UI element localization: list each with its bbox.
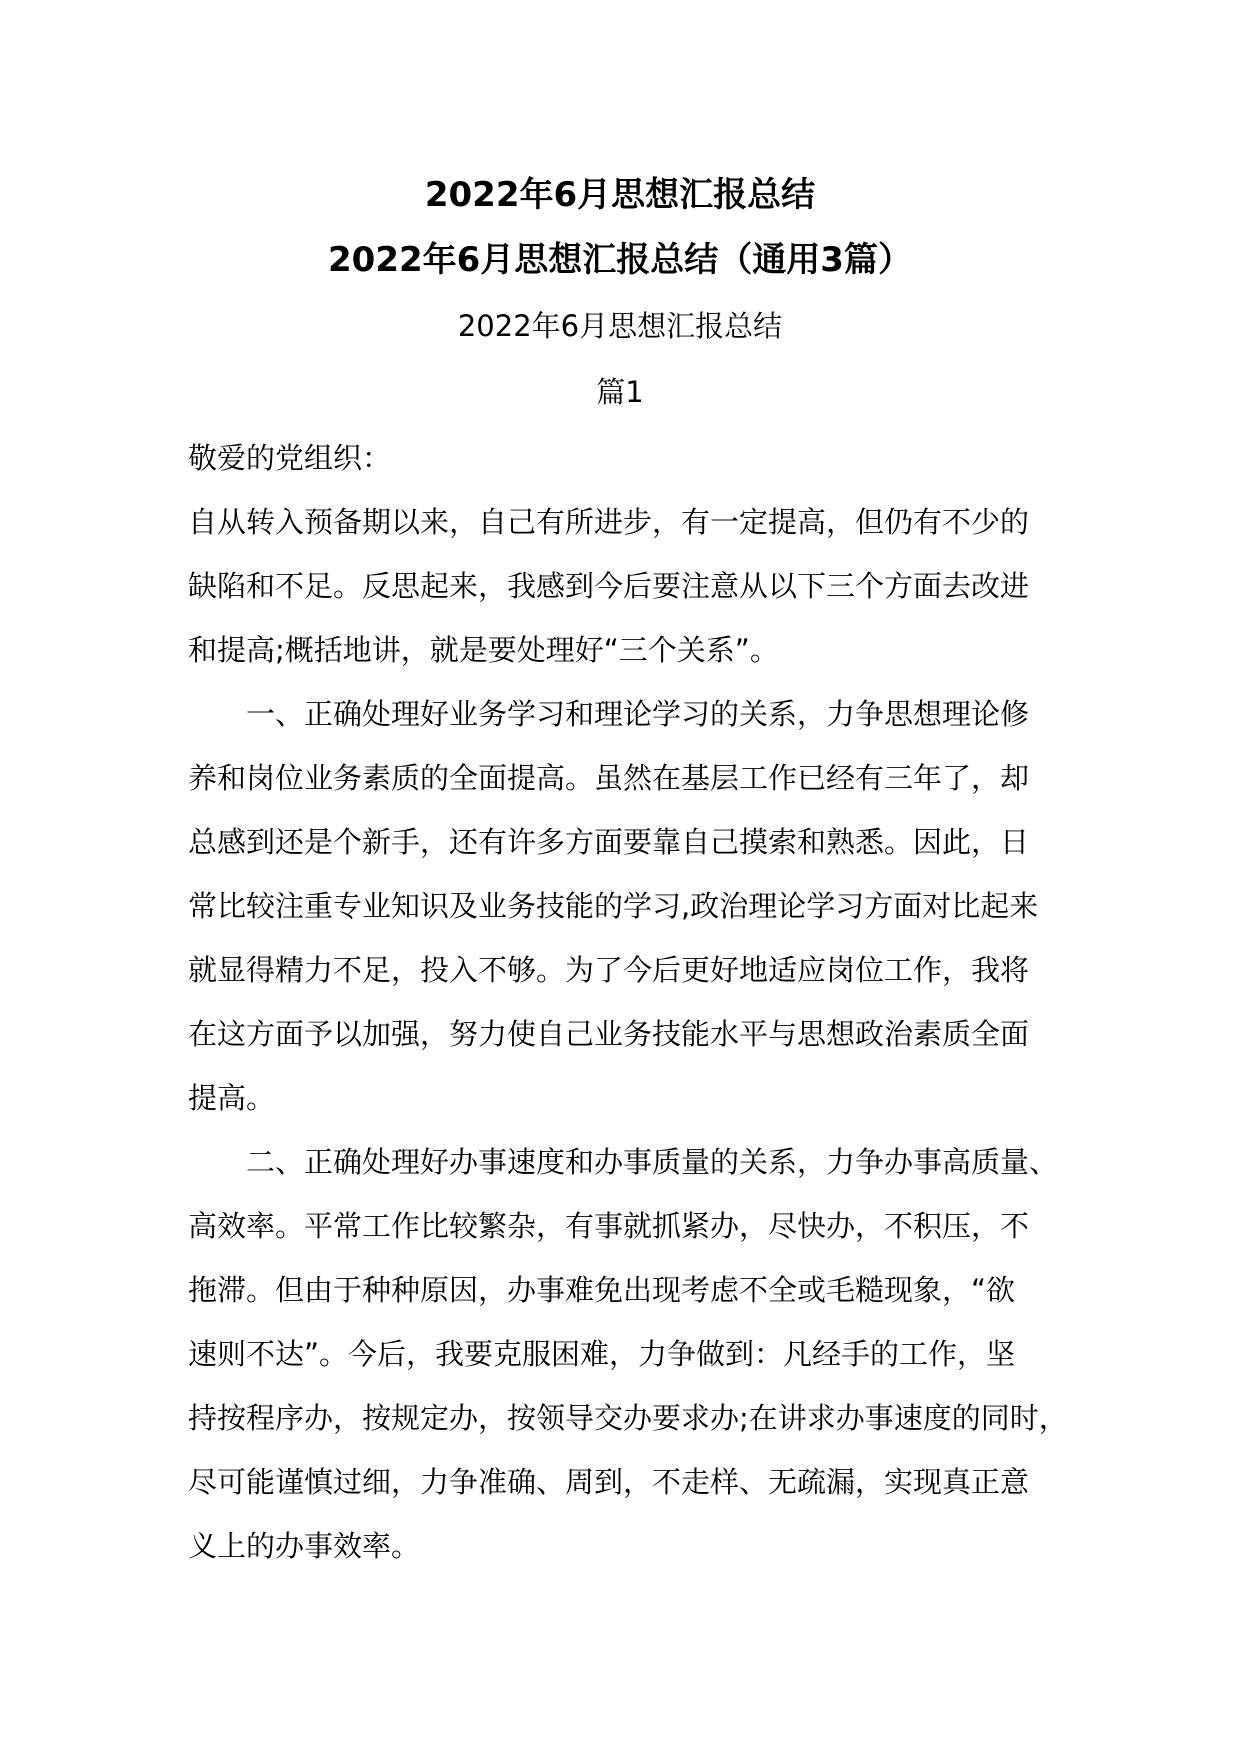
part-label: 篇1: [596, 375, 644, 409]
article-heading: 2022年6月思想汇报总结: [457, 309, 783, 343]
body-line: 常比较注重专业知识及业务技能的学习,政治理论学习方面对比起来: [188, 889, 1039, 923]
body-line: 一、正确处理好业务学习和理论学习的关系，力争思想理论修: [246, 697, 1030, 731]
body-line: 义上的办事效率。: [188, 1529, 421, 1563]
salutation: 敬爱的党组织：: [188, 441, 392, 475]
body-line: 缺陷和不足。反思起来，我感到今后要注意从以下三个方面去改进: [188, 569, 1030, 603]
body-line: 尽可能谨慎过细，力争准确、周到，不走样、无疏漏，实现真正意: [188, 1465, 1030, 1499]
body-line: 二、正确处理好办事速度和办事质量的关系，力争办事高质量、: [246, 1145, 1059, 1179]
body-line: 提高。: [188, 1081, 276, 1115]
body-line: 养和岗位业务素质的全面提高。虽然在基层工作已经有三年了，却: [188, 761, 1030, 795]
body-line: 和提高;概括地讲，就是要处理好“三个关系”。: [188, 633, 779, 667]
body-line: 自从转入预备期以来，自己有所进步，有一定提高，但仍有不少的: [188, 505, 1030, 539]
body-line: 在这方面予以加强，努力使自己业务技能水平与思想政治素质全面: [188, 1017, 1030, 1051]
body-line: 速则不达”。今后，我要克服困难，力争做到：凡经手的工作，坚: [188, 1337, 1016, 1371]
body-line: 总感到还是个新手，还有许多方面要靠自己摸索和熟悉。因此，日: [188, 825, 1030, 859]
body-line: 持按程序办，按规定办，按领导交办要求办;在讲求办事速度的同时，: [188, 1401, 1068, 1435]
body-line: 就显得精力不足，投入不够。为了今后更好地适应岗位工作，我将: [188, 953, 1030, 987]
document-title: 2022年6月思想汇报总结: [424, 175, 816, 215]
body-line: 拖滞。但由于种种原因，办事难免出现考虑不全或毛糙现象，“欲: [188, 1273, 1016, 1307]
body-line: 高效率。平常工作比较繁杂，有事就抓紧办，尽快办，不积压，不: [188, 1209, 1030, 1243]
document-subtitle: 2022年6月思想汇报总结（通用3篇）: [328, 240, 912, 280]
